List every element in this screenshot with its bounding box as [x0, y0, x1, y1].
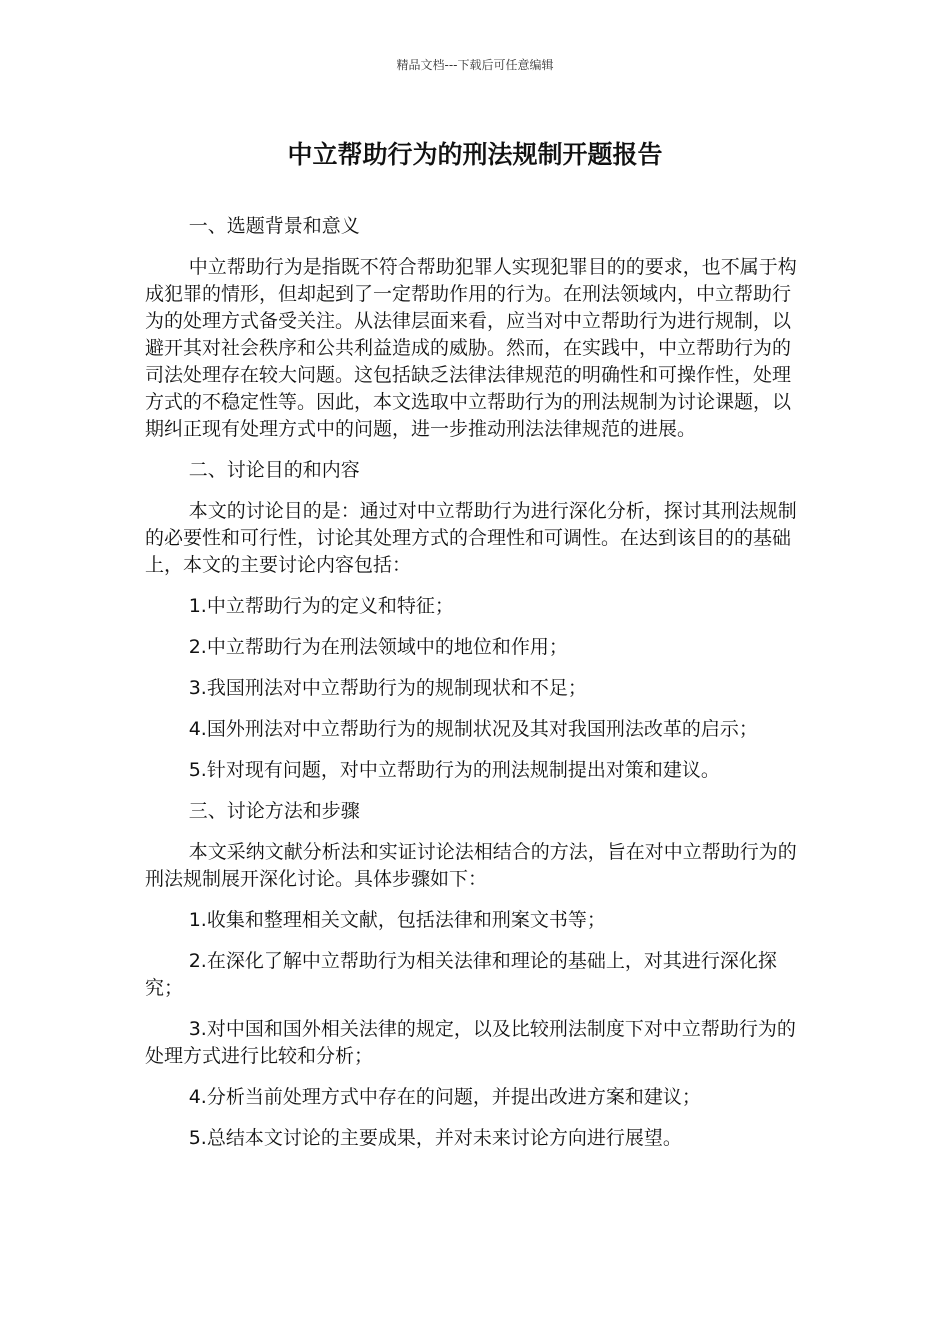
header-note: 精品文档---下载后可任意编辑 — [396, 58, 554, 72]
section-heading-purpose: 二、讨论目的和内容 — [188, 459, 360, 481]
list-item-content-3: 3.我国刑法对中立帮助行为的规制现状和不足； — [188, 677, 587, 699]
section-heading-background: 一、选题背景和意义 — [188, 215, 360, 237]
list-item-step-1: 1.收集和整理相关文献，包括法律和刑案文书等； — [188, 909, 606, 931]
list-item-step-5: 5.总结本文讨论的主要成果，并对未来讨论方向进行展望。 — [188, 1127, 682, 1149]
list-item-step-2: 2.在深化了解中立帮助行为相关法律和理论的基础上，对其进行深化探究； — [145, 950, 777, 999]
document-title: 中立帮助行为的刑法规制开题报告 — [287, 140, 663, 169]
list-item-step-4: 4.分析当前处理方式中存在的问题，并提出改进方案和建议； — [188, 1086, 701, 1108]
list-item-content-1: 1.中立帮助行为的定义和特征； — [188, 595, 454, 617]
document-body — [145, 213, 805, 1166]
paragraph-purpose: 本文的讨论目的是：通过对中立帮助行为进行深化分析，探讨其刑法规制的必要性和可行性，讨论其处理方式的合理性和可调性。在达到该目的的基础上，本文的主要讨论内容包括： — [145, 500, 797, 576]
paragraph-method: 本文采纳文献分析法和实证讨论法相结合的方法，旨在对中立帮助行为的刑法规制展开深化讨论。具体步骤如下： — [145, 841, 797, 890]
list-item-content-2: 2.中立帮助行为在刑法领域中的地位和作用； — [188, 636, 568, 658]
list-item-content-4: 4.国外刑法对中立帮助行为的规制状况及其对我国刑法改革的启示； — [188, 718, 758, 740]
paragraph-background: 中立帮助行为是指既不符合帮助犯罪人实现犯罪目的的要求，也不属于构成犯罪的情形，但却起到了一定帮助作用的行为。在刑法领域内，中立帮助行为的处理方式备受关注。从法律层面来看，应当对中立帮助行为进行规制，以避开其对社会秩序和公共利益造成的威胁。然而，在实践中，中立帮助行为的司法处理存在较大问题。这包括缺乏法律法律规范的明确性和可操作性，处理方式的不稳定性等。因此，本文选取中立帮助行为的刑法规制为讨论课题，以期纠正现有处理方式中的问题，进一步推动刑法法律规范的进展。 — [145, 256, 797, 440]
section-heading-method: 三、讨论方法和步骤 — [188, 800, 360, 822]
list-item-content-5: 5.针对现有问题，对中立帮助行为的刑法规制提出对策和建议。 — [188, 759, 720, 781]
list-item-step-3: 3.对中国和国外相关法律的规定，以及比较刑法制度下对中立帮助行为的处理方式进行比较和分析； — [145, 1018, 796, 1067]
